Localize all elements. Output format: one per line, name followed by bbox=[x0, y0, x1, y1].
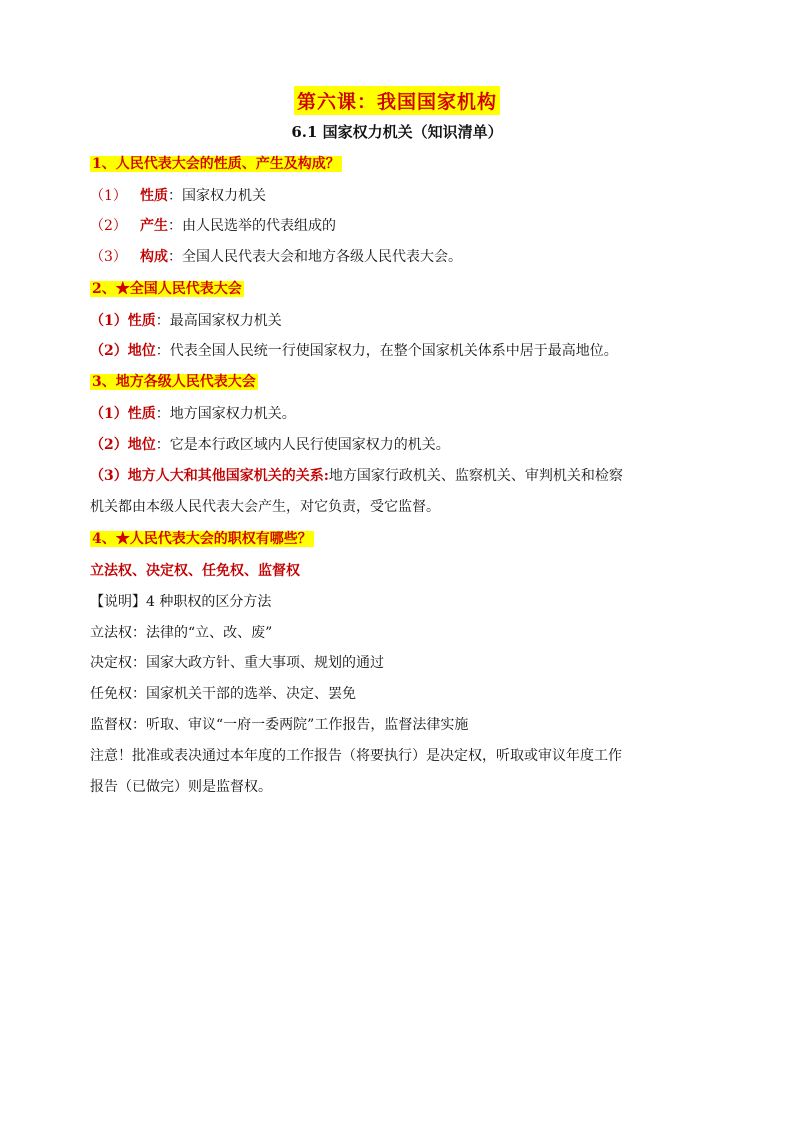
section-4-heading-line bbox=[90, 529, 314, 549]
s3-item-3-label: （3）地方人大和其他国家机关的关系: bbox=[90, 468, 329, 484]
section-3-heading-line bbox=[90, 372, 258, 392]
s2-item-1-text: ：最高国家权力机关 bbox=[155, 313, 282, 329]
s2-item-1 bbox=[90, 311, 282, 331]
s1-item-1-text: ：国家权力机关 bbox=[168, 188, 266, 204]
s2-item-1-label: （1）性质 bbox=[90, 313, 156, 329]
s3-item-3 bbox=[90, 466, 623, 486]
notice-line-1: 注意！批准或表决通过本年度的工作报告（将要执行）是决定权，听取或审议年度工作 bbox=[90, 748, 622, 764]
s2-item-2 bbox=[90, 341, 618, 361]
s3-item-3-continuation: 机关都由本级人民代表大会产生，对它负责，受它监督。 bbox=[90, 499, 440, 515]
note-heading: 【说明】4 种职权的区分方法 bbox=[90, 594, 272, 610]
s2-item-2-label: （2）地位 bbox=[90, 343, 156, 359]
s1-item-2-text: ：由人民选举的代表组成的 bbox=[168, 218, 336, 234]
note-line-4: 监督权：听取、审议“一府一委两院”工作报告，监督法律实施 bbox=[90, 717, 469, 733]
s3-item-2-label: （2）地位 bbox=[90, 437, 156, 453]
s1-item-1-num: （1） bbox=[90, 188, 127, 204]
s3-item-2-text: ：它是本行政区域内人民行使国家权力的机关。 bbox=[155, 437, 450, 453]
s1-item-2-label: 产生 bbox=[140, 218, 168, 234]
s3-item-1-label: （1）性质 bbox=[90, 406, 156, 422]
note-line-3: 任免权：国家机关干部的选举、决定、罢免 bbox=[90, 686, 356, 702]
notice-line-2: 报告（已做完）则是监督权。 bbox=[90, 779, 272, 795]
title-container bbox=[0, 86, 794, 115]
page-subtitle: 6.1 国家权力机关（知识清单） bbox=[291, 123, 503, 141]
note-line-2: 决定权：国家大政方针、重大事项、规划的通过 bbox=[90, 655, 384, 671]
section-2-heading: 2、★全国人民代表大会 bbox=[92, 281, 242, 297]
s1-item-2-num: （2） bbox=[90, 218, 127, 234]
s1-item-1 bbox=[90, 186, 266, 206]
note-line-1: 立法权：法律的“立、改、废” bbox=[90, 625, 273, 641]
s3-item-2 bbox=[90, 435, 450, 455]
s1-item-3-num: （3） bbox=[90, 249, 127, 265]
subtitle-container bbox=[0, 121, 794, 142]
s1-item-3 bbox=[90, 247, 462, 267]
powers-list: 立法权、决定权、任免权、监督权 bbox=[90, 563, 300, 579]
s3-item-1 bbox=[90, 404, 296, 424]
s1-item-3-label: 构成 bbox=[140, 249, 168, 265]
s3-item-3-text: 地方国家行政机关、监察机关、审判机关和检察 bbox=[328, 468, 623, 484]
s1-item-3-text: ：全国人民代表大会和地方各级人民代表大会。 bbox=[168, 249, 462, 265]
s1-item-2 bbox=[90, 216, 336, 236]
s1-item-1-label: 性质 bbox=[140, 188, 168, 204]
section-3-heading: 3、地方各级人民代表大会 bbox=[92, 374, 256, 390]
section-1-heading: 1、人民代表大会的性质、产生及构成？ bbox=[92, 156, 340, 172]
section-2-heading-line bbox=[90, 279, 244, 299]
page-title: 第六课：我国国家机构 bbox=[294, 86, 500, 115]
section-4-heading: 4、★人民代表大会的职权有哪些？ bbox=[92, 531, 312, 547]
section-1-heading-line bbox=[90, 154, 342, 174]
s3-item-1-text: ：地方国家权力机关。 bbox=[155, 406, 296, 422]
s2-item-2-text: ：代表全国人民统一行使国家权力，在整个国家机关体系中居于最高地位。 bbox=[155, 343, 618, 359]
